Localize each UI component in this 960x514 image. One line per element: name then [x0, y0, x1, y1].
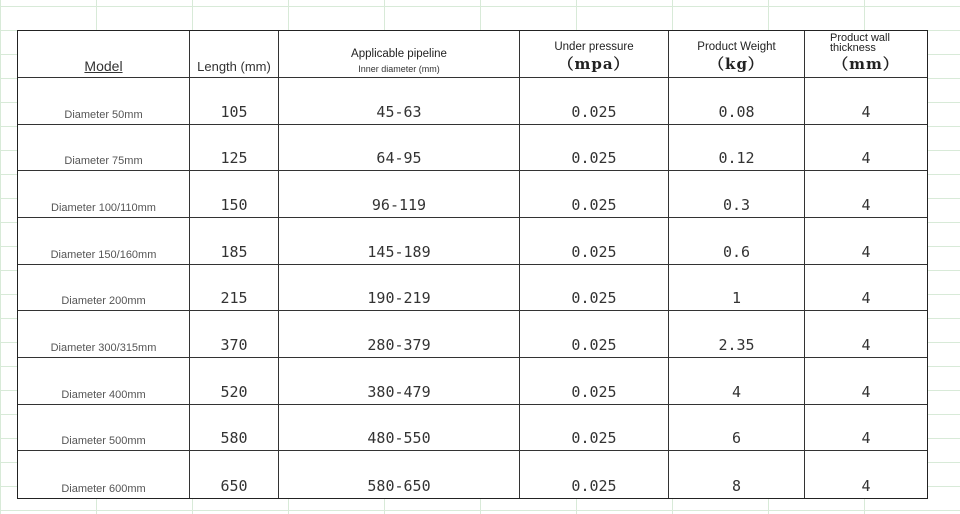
- header-pressure-unit: （mpa）: [558, 55, 630, 73]
- cell-wall[interactable]: [805, 171, 927, 218]
- cell-length[interactable]: [190, 451, 279, 498]
- model-text: Diameter 200mm: [61, 295, 146, 308]
- pressure-text: 0.025: [571, 242, 617, 261]
- pressure-text: 0.025: [571, 336, 617, 354]
- cell-model[interactable]: [18, 125, 190, 172]
- model-text: Diameter 50mm: [64, 108, 143, 121]
- wall-text: 4: [861, 149, 871, 168]
- inner-text: 145-189: [367, 242, 431, 261]
- weight-text: 2.35: [718, 336, 755, 354]
- wall-text: 4: [861, 477, 871, 495]
- cell-model[interactable]: [18, 218, 190, 265]
- length-text: 105: [220, 102, 248, 121]
- cell-inner[interactable]: [279, 405, 520, 452]
- pressure-text: 0.025: [571, 429, 617, 448]
- length-text: 125: [220, 149, 248, 168]
- inner-text: 380-479: [367, 382, 431, 401]
- cell-inner[interactable]: [279, 265, 520, 312]
- inner-text: 480-550: [367, 429, 431, 448]
- weight-text: 8: [731, 477, 742, 495]
- pressure-text: 0.025: [571, 382, 617, 401]
- cell-weight[interactable]: [669, 125, 805, 172]
- cell-model[interactable]: [18, 311, 190, 358]
- wall-text: 4: [861, 382, 871, 401]
- cell-inner[interactable]: [279, 358, 520, 405]
- cell-length[interactable]: [190, 78, 279, 125]
- header-pressure[interactable]: [520, 31, 669, 78]
- header-length-label: Length (mm): [197, 59, 271, 74]
- cell-wall[interactable]: [805, 78, 927, 125]
- wall-text: 4: [861, 196, 871, 214]
- model-text: Diameter 75mm: [64, 155, 143, 168]
- inner-text: 190-219: [367, 289, 431, 308]
- length-text: 520: [220, 382, 248, 401]
- header-model-label: Model: [84, 58, 123, 74]
- cell-pressure[interactable]: [520, 311, 669, 358]
- cell-wall[interactable]: [805, 405, 927, 452]
- cell-weight[interactable]: [669, 358, 805, 405]
- inner-text: 64-95: [376, 149, 422, 168]
- weight-text: 0.08: [718, 102, 755, 121]
- cell-inner[interactable]: [279, 218, 520, 265]
- header-pipeline[interactable]: [279, 31, 520, 78]
- header-length[interactable]: [190, 31, 279, 78]
- pressure-text: 0.025: [571, 102, 617, 121]
- cell-wall[interactable]: [805, 218, 927, 265]
- cell-length[interactable]: [190, 125, 279, 172]
- wall-text: 4: [861, 102, 871, 121]
- model-text: Diameter 400mm: [61, 388, 146, 401]
- header-wall-unit: （mm）: [833, 55, 899, 73]
- cell-inner[interactable]: [279, 451, 520, 498]
- header-weight[interactable]: [669, 31, 805, 78]
- model-text: Diameter 500mm: [61, 435, 146, 448]
- wall-text: 4: [861, 336, 871, 354]
- pressure-text: 0.025: [571, 477, 617, 495]
- length-text: 370: [220, 336, 248, 354]
- cell-wall[interactable]: [805, 265, 927, 312]
- header-pressure-label: Under pressure: [554, 41, 634, 53]
- pressure-text: 0.025: [571, 196, 617, 214]
- cell-pressure[interactable]: [520, 218, 669, 265]
- cell-wall[interactable]: [805, 358, 927, 405]
- length-text: 650: [220, 477, 248, 495]
- cell-weight[interactable]: [669, 171, 805, 218]
- inner-text: 280-379: [367, 336, 431, 354]
- weight-text: 1: [731, 289, 742, 308]
- cell-weight[interactable]: [669, 218, 805, 265]
- pressure-text: 0.025: [571, 149, 617, 168]
- weight-text: 6: [731, 429, 742, 448]
- cell-length[interactable]: [190, 358, 279, 405]
- pressure-text: 0.025: [571, 289, 617, 308]
- header-weight-unit: （kg）: [709, 55, 764, 73]
- cell-length[interactable]: [190, 218, 279, 265]
- cell-weight[interactable]: [669, 78, 805, 125]
- cell-wall[interactable]: [805, 451, 927, 498]
- cell-wall[interactable]: [805, 311, 927, 358]
- wall-text: 4: [861, 429, 871, 448]
- wall-text: 4: [861, 242, 871, 261]
- cell-weight[interactable]: [669, 265, 805, 312]
- cell-pressure[interactable]: [520, 358, 669, 405]
- cell-length[interactable]: [190, 265, 279, 312]
- cell-length[interactable]: [190, 405, 279, 452]
- cell-inner[interactable]: [279, 171, 520, 218]
- cell-weight[interactable]: [669, 451, 805, 498]
- cell-pressure[interactable]: [520, 125, 669, 172]
- wall-text: 4: [861, 289, 871, 308]
- length-text: 185: [220, 242, 248, 261]
- cell-model[interactable]: [18, 358, 190, 405]
- weight-text: 4: [731, 382, 742, 401]
- cell-pressure[interactable]: [520, 265, 669, 312]
- cell-pressure[interactable]: [520, 451, 669, 498]
- cell-model[interactable]: [18, 78, 190, 125]
- header-wall-label: Product wall thickness: [830, 32, 890, 54]
- weight-text: 0.3: [722, 196, 751, 214]
- header-model[interactable]: [18, 31, 190, 78]
- header-pipeline-label: Applicable pipeline: [351, 48, 447, 60]
- cell-pressure[interactable]: [520, 78, 669, 125]
- weight-text: 0.12: [718, 149, 755, 168]
- cell-model[interactable]: [18, 451, 190, 498]
- cell-weight[interactable]: [669, 405, 805, 452]
- length-text: 580: [220, 429, 248, 448]
- header-pipeline-sublabel: Inner diameter (mm): [358, 64, 440, 74]
- header-weight-label: Product Weight: [697, 41, 776, 53]
- inner-text: 580-650: [367, 477, 431, 495]
- weight-text: 0.6: [722, 242, 751, 261]
- length-text: 215: [220, 289, 248, 308]
- cell-pressure[interactable]: [520, 405, 669, 452]
- cell-pressure[interactable]: [520, 171, 669, 218]
- cell-weight[interactable]: [669, 311, 805, 358]
- inner-text: 96-119: [371, 196, 427, 214]
- cell-length[interactable]: [190, 311, 279, 358]
- model-text: Diameter 600mm: [61, 483, 146, 495]
- model-text: Diameter 150/160mm: [50, 248, 157, 261]
- cell-inner[interactable]: [279, 125, 520, 172]
- model-text: Diameter 300/315mm: [50, 342, 157, 354]
- cell-inner[interactable]: [279, 311, 520, 358]
- cell-model[interactable]: [18, 405, 190, 452]
- inner-text: 45-63: [376, 102, 422, 121]
- header-wall[interactable]: [805, 31, 927, 78]
- model-text: Diameter 100/110mm: [51, 202, 156, 214]
- spec-table: [17, 30, 928, 499]
- cell-wall[interactable]: [805, 125, 927, 172]
- cell-model[interactable]: [18, 265, 190, 312]
- cell-inner[interactable]: [279, 78, 520, 125]
- length-text: 150: [220, 196, 248, 214]
- cell-model[interactable]: [18, 171, 190, 218]
- cell-length[interactable]: [190, 171, 279, 218]
